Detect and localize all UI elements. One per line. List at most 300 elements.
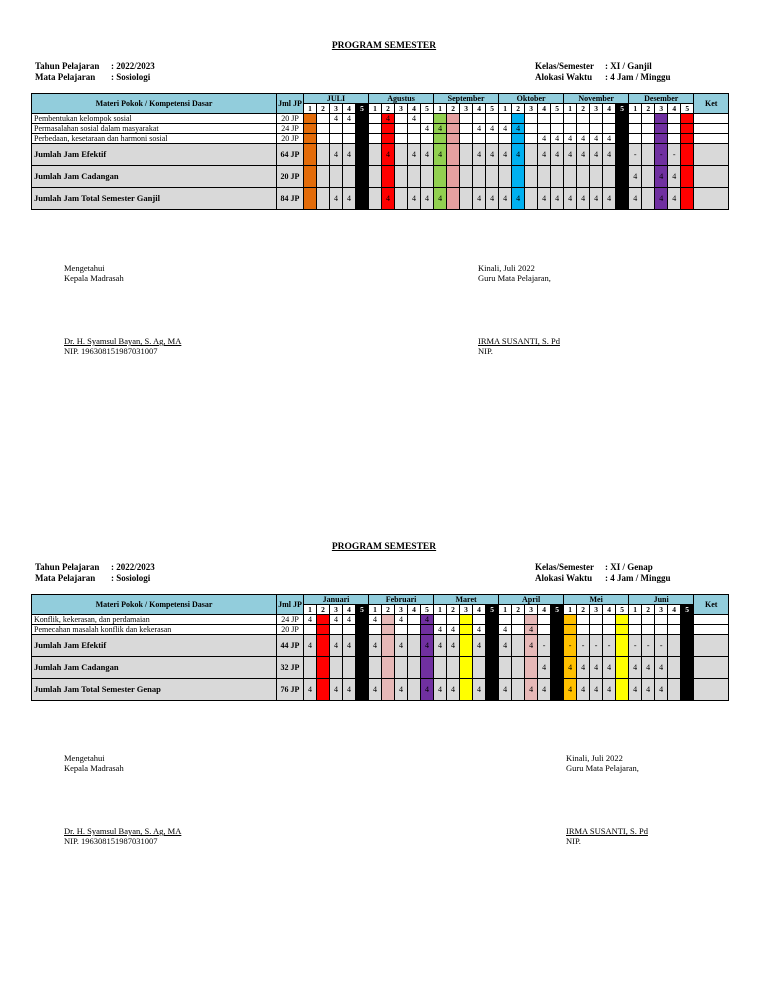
week-cell	[603, 114, 616, 124]
week-cell: 4	[590, 134, 603, 144]
week-cell	[408, 124, 421, 134]
week-cell	[525, 134, 538, 144]
week-cell	[564, 615, 577, 625]
week-cell	[655, 124, 668, 134]
week-cell	[447, 144, 460, 166]
materi-label: Perbedaan, kesetaraan dan harmoni sosial	[32, 134, 277, 144]
week-cell	[629, 124, 642, 134]
week-cell: 4	[538, 144, 551, 166]
jml-jp: 20 JP	[277, 166, 304, 188]
week-number: 1	[629, 104, 642, 114]
week-number: 1	[369, 104, 382, 114]
week-cell: 4	[603, 679, 616, 701]
week-cell	[356, 166, 369, 188]
week-cell	[460, 124, 473, 134]
week-cell	[395, 144, 408, 166]
week-number: 4	[473, 605, 486, 615]
week-cell	[538, 615, 551, 625]
week-cell	[629, 134, 642, 144]
week-number: 5	[681, 104, 694, 114]
week-cell	[356, 615, 369, 625]
week-cell	[304, 625, 317, 635]
summary-row	[32, 679, 729, 701]
week-cell	[434, 134, 447, 144]
week-number: 3	[655, 104, 668, 114]
week-cell	[564, 124, 577, 134]
week-cell	[590, 166, 603, 188]
week-cell	[564, 625, 577, 635]
week-cell	[343, 625, 356, 635]
mata-pelajaran: Mata Pelajaran : Sosiologi	[35, 72, 151, 82]
week-cell	[486, 114, 499, 124]
week-cell: 4	[330, 114, 343, 124]
week-number: 1	[629, 605, 642, 615]
week-cell	[668, 134, 681, 144]
week-cell: 4	[356, 144, 369, 166]
week-cell: 4	[642, 657, 655, 679]
week-cell: 4	[655, 679, 668, 701]
week-cell	[330, 166, 343, 188]
week-number: 4	[473, 104, 486, 114]
alokasi-waktu: Alokasi Waktu : 4 Jam / Minggu	[535, 72, 671, 82]
jml-jp: 20 JP	[277, 625, 304, 635]
kelas-semester: Kelas/Semester : XI / Ganjil	[535, 61, 652, 71]
week-cell	[317, 679, 330, 701]
week-cell: 4	[564, 657, 577, 679]
week-cell	[616, 635, 629, 657]
week-cell	[356, 657, 369, 679]
week-cell	[499, 114, 512, 124]
week-number: 3	[330, 104, 343, 114]
week-number: 2	[317, 104, 330, 114]
week-cell	[668, 625, 681, 635]
week-cell	[681, 144, 694, 166]
week-number: 4	[603, 605, 616, 615]
week-cell	[395, 166, 408, 188]
week-number: 1	[304, 605, 317, 615]
week-cell: 4	[343, 144, 356, 166]
week-number: 1	[434, 605, 447, 615]
table-row	[32, 114, 729, 124]
summary-row	[32, 144, 729, 166]
week-cell: 4	[564, 134, 577, 144]
week-cell	[486, 166, 499, 188]
week-cell	[486, 615, 499, 625]
week-cell	[655, 114, 668, 124]
week-cell	[343, 134, 356, 144]
week-number: 4	[343, 605, 356, 615]
week-number: 3	[460, 104, 473, 114]
week-number: 5	[421, 605, 434, 615]
ket-cell	[694, 114, 729, 124]
week-cell	[460, 615, 473, 625]
week-cell: 4	[486, 188, 499, 210]
week-cell: 4	[499, 679, 512, 701]
week-number: 1	[499, 104, 512, 114]
week-cell: 4	[473, 188, 486, 210]
week-cell: 4	[564, 679, 577, 701]
week-cell: 4	[564, 188, 577, 210]
week-number: 5	[551, 605, 564, 615]
week-cell: 4	[590, 657, 603, 679]
week-cell: 4	[408, 188, 421, 210]
week-number: 1	[304, 104, 317, 114]
week-cell: 4	[499, 124, 512, 134]
week-number: 3	[590, 104, 603, 114]
week-cell: 4	[603, 657, 616, 679]
ket-cell	[694, 124, 729, 134]
week-number: 2	[317, 605, 330, 615]
week-cell: 4	[525, 635, 538, 657]
week-cell	[317, 144, 330, 166]
week-cell: 4	[421, 615, 434, 625]
week-cell: -	[577, 635, 590, 657]
week-cell: 4	[369, 679, 382, 701]
week-cell	[590, 625, 603, 635]
week-cell	[317, 615, 330, 625]
week-cell	[304, 188, 317, 210]
kelas-semester-2: Kelas/Semester : XI / Genap	[535, 562, 653, 572]
week-cell: 4	[499, 625, 512, 635]
week-cell: -	[655, 144, 668, 166]
week-cell: 4	[551, 188, 564, 210]
week-cell	[512, 657, 525, 679]
week-cell: 4	[629, 657, 642, 679]
week-cell	[577, 625, 590, 635]
week-number: 4	[343, 104, 356, 114]
week-cell: 4	[330, 679, 343, 701]
week-cell	[616, 114, 629, 124]
jml-jp: 44 JP	[277, 635, 304, 657]
signature-left-name: Dr. H. Syamsul Bayan, S. Ag, MA NIP. 196308151987031007	[64, 336, 182, 356]
week-cell: 4	[590, 144, 603, 166]
week-cell: 4	[447, 635, 460, 657]
week-cell: 4	[499, 635, 512, 657]
month-header: Agustus	[369, 94, 434, 104]
week-cell	[551, 625, 564, 635]
week-cell	[577, 114, 590, 124]
week-cell	[447, 166, 460, 188]
week-cell	[473, 114, 486, 124]
week-cell: 4	[642, 679, 655, 701]
week-cell	[551, 657, 564, 679]
month-header: Mei	[564, 595, 629, 605]
week-cell	[369, 188, 382, 210]
week-number: 3	[525, 605, 538, 615]
signature-right: Kinali, Juli 2022 Guru Mata Pelajaran,	[478, 263, 551, 283]
week-cell	[395, 657, 408, 679]
week-cell	[486, 657, 499, 679]
week-cell: 4	[603, 144, 616, 166]
summary-row	[32, 188, 729, 210]
week-cell: 4	[538, 657, 551, 679]
week-cell: 4	[434, 144, 447, 166]
signature-right-2: Kinali, Juli 2022 Guru Mata Pelajaran,	[566, 753, 639, 773]
col-jml-jp: Jml JP	[277, 94, 304, 114]
week-number: 3	[395, 104, 408, 114]
month-header: Januari	[304, 595, 369, 605]
week-cell	[525, 166, 538, 188]
tahun-pelajaran-2: Tahun Pelajaran : 2022/2023	[35, 562, 155, 572]
week-cell: 4	[486, 144, 499, 166]
tahun-pelajaran: Tahun Pelajaran : 2022/2023	[35, 61, 155, 71]
week-cell	[473, 615, 486, 625]
ket-cell	[694, 679, 729, 701]
week-cell	[668, 114, 681, 124]
week-cell: 4	[538, 679, 551, 701]
week-cell	[551, 635, 564, 657]
week-cell	[668, 635, 681, 657]
week-cell	[551, 166, 564, 188]
week-cell	[551, 679, 564, 701]
week-cell	[317, 188, 330, 210]
week-cell: 4	[564, 144, 577, 166]
week-number: 5	[356, 104, 369, 114]
week-cell	[356, 134, 369, 144]
week-cell: 4	[473, 635, 486, 657]
month-header: Maret	[434, 595, 499, 605]
ket-cell	[694, 134, 729, 144]
week-cell	[330, 657, 343, 679]
week-cell: 4	[447, 625, 460, 635]
week-number: 2	[577, 605, 590, 615]
materi-label: Pembentukan kelompok sosial	[32, 114, 277, 124]
week-cell	[447, 124, 460, 134]
week-cell: -	[642, 635, 655, 657]
week-cell: 4	[538, 134, 551, 144]
week-cell	[369, 134, 382, 144]
week-cell	[408, 625, 421, 635]
table-row	[32, 625, 729, 635]
week-cell	[460, 635, 473, 657]
week-cell	[668, 657, 681, 679]
week-cell	[512, 615, 525, 625]
week-number: 5	[486, 104, 499, 114]
week-cell	[616, 124, 629, 134]
week-cell: 4	[473, 124, 486, 134]
page-title-2: PROGRAM SEMESTER	[331, 542, 437, 552]
materi-label: Jumlah Jam Total Semester Ganjil	[32, 188, 277, 210]
week-cell: 4	[577, 188, 590, 210]
week-cell: -	[590, 635, 603, 657]
week-cell	[460, 188, 473, 210]
signature-right-name-2: IRMA SUSANTI, S. Pd NIP.	[566, 826, 648, 846]
week-cell: 4	[369, 635, 382, 657]
materi-label: Pemecahan masalah konflik dan kekerasan	[32, 625, 277, 635]
week-cell: -	[629, 635, 642, 657]
week-cell: -	[603, 635, 616, 657]
week-cell	[356, 625, 369, 635]
week-cell: 4	[369, 615, 382, 625]
week-cell: 4	[512, 124, 525, 134]
week-cell	[408, 615, 421, 625]
week-cell	[421, 134, 434, 144]
week-cell	[434, 657, 447, 679]
week-cell: -	[616, 144, 629, 166]
week-number: 4	[538, 104, 551, 114]
week-cell	[304, 166, 317, 188]
week-cell: 4	[304, 679, 317, 701]
week-cell: 4	[356, 188, 369, 210]
week-cell: 4	[330, 615, 343, 625]
week-cell	[369, 144, 382, 166]
week-cell	[577, 124, 590, 134]
signature-left-name-2: Dr. H. Syamsul Bayan, S. Ag, MA NIP. 196308151987031007	[64, 826, 182, 846]
week-number: 5	[616, 104, 629, 114]
week-cell	[499, 134, 512, 144]
week-number: 3	[590, 605, 603, 615]
week-cell	[473, 134, 486, 144]
week-number: 2	[382, 605, 395, 615]
header-row	[32, 595, 729, 605]
jml-jp: 20 JP	[277, 134, 304, 144]
week-number: 3	[460, 605, 473, 615]
week-cell: 4	[343, 188, 356, 210]
week-cell	[395, 134, 408, 144]
week-cell: 4	[434, 635, 447, 657]
week-cell	[681, 114, 694, 124]
week-cell	[551, 615, 564, 625]
week-cell	[499, 657, 512, 679]
week-cell: 4	[330, 635, 343, 657]
week-cell: 4	[551, 134, 564, 144]
week-cell: 4	[525, 679, 538, 701]
week-cell: 4	[343, 635, 356, 657]
week-cell	[681, 615, 694, 625]
week-cell	[629, 615, 642, 625]
week-cell	[317, 134, 330, 144]
week-cell	[317, 625, 330, 635]
week-cell: 4	[408, 114, 421, 124]
week-cell: 4	[382, 144, 395, 166]
week-cell	[642, 166, 655, 188]
week-cell	[460, 114, 473, 124]
week-cell: 4	[434, 188, 447, 210]
week-number: 3	[330, 605, 343, 615]
week-cell	[330, 625, 343, 635]
week-cell: 4	[629, 188, 642, 210]
week-cell	[603, 124, 616, 134]
week-cell	[603, 625, 616, 635]
week-cell	[382, 124, 395, 134]
week-cell	[512, 134, 525, 144]
week-cell: 4	[616, 188, 629, 210]
signature-right-name: IRMA SUSANTI, S. Pd NIP.	[478, 336, 560, 356]
week-cell: -	[538, 635, 551, 657]
week-cell	[317, 166, 330, 188]
week-cell	[590, 114, 603, 124]
week-cell: 4	[330, 144, 343, 166]
week-cell	[525, 615, 538, 625]
jml-jp: 24 JP	[277, 615, 304, 625]
week-cell	[395, 188, 408, 210]
week-number: 2	[447, 605, 460, 615]
week-cell: 4	[616, 166, 629, 188]
week-cell	[499, 166, 512, 188]
week-cell	[486, 134, 499, 144]
jml-jp: 24 JP	[277, 124, 304, 134]
week-cell	[304, 134, 317, 144]
week-cell: 4	[512, 188, 525, 210]
week-cell	[642, 114, 655, 124]
week-number: 2	[512, 104, 525, 114]
week-cell	[642, 134, 655, 144]
week-cell	[447, 134, 460, 144]
week-cell	[512, 166, 525, 188]
week-cell	[317, 114, 330, 124]
week-number: 1	[564, 605, 577, 615]
week-cell	[317, 635, 330, 657]
mata-pelajaran-2: Mata Pelajaran : Sosiologi	[35, 573, 151, 583]
jml-jp: 84 JP	[277, 188, 304, 210]
week-cell: 4	[434, 124, 447, 134]
ket-cell	[694, 625, 729, 635]
week-cell: -	[564, 635, 577, 657]
week-number: 1	[434, 104, 447, 114]
week-cell	[551, 124, 564, 134]
week-cell	[655, 625, 668, 635]
week-cell	[603, 615, 616, 625]
week-cell	[577, 166, 590, 188]
week-cell	[525, 114, 538, 124]
week-cell: 4	[356, 114, 369, 124]
week-number: 1	[564, 104, 577, 114]
week-cell	[681, 134, 694, 144]
week-cell	[382, 166, 395, 188]
table-row	[32, 134, 729, 144]
month-header: JULI	[304, 94, 369, 104]
signature-left: Mengetahui Kepala Madrasah	[64, 263, 124, 283]
week-cell	[304, 124, 317, 134]
week-number: 3	[655, 605, 668, 615]
week-number: 4	[668, 605, 681, 615]
week-cell	[486, 679, 499, 701]
week-cell: 4	[655, 166, 668, 188]
week-cell	[642, 615, 655, 625]
week-cell	[460, 657, 473, 679]
summary-row	[32, 635, 729, 657]
program-semester-table-genap	[31, 594, 729, 701]
week-cell	[317, 124, 330, 134]
week-cell	[395, 124, 408, 134]
week-cell: 4	[434, 679, 447, 701]
week-number: 5	[356, 605, 369, 615]
week-cell	[681, 679, 694, 701]
materi-label: Jumlah Jam Cadangan	[32, 166, 277, 188]
week-cell: 4	[421, 679, 434, 701]
week-cell: 4	[551, 144, 564, 166]
ket-cell	[694, 657, 729, 679]
week-number: 4	[408, 605, 421, 615]
week-cell: 4	[668, 166, 681, 188]
week-cell	[382, 679, 395, 701]
col-ket: Ket	[694, 94, 729, 114]
week-cell	[486, 625, 499, 635]
week-cell: 4	[421, 188, 434, 210]
week-cell: 4	[408, 144, 421, 166]
week-cell	[434, 114, 447, 124]
week-cell	[681, 188, 694, 210]
ket-cell	[694, 615, 729, 625]
week-number: 1	[369, 605, 382, 615]
summary-row	[32, 166, 729, 188]
week-number: 3	[395, 605, 408, 615]
week-cell	[538, 114, 551, 124]
week-cell	[369, 657, 382, 679]
week-cell	[395, 114, 408, 124]
week-cell: 4	[603, 134, 616, 144]
ket-cell	[694, 144, 729, 166]
